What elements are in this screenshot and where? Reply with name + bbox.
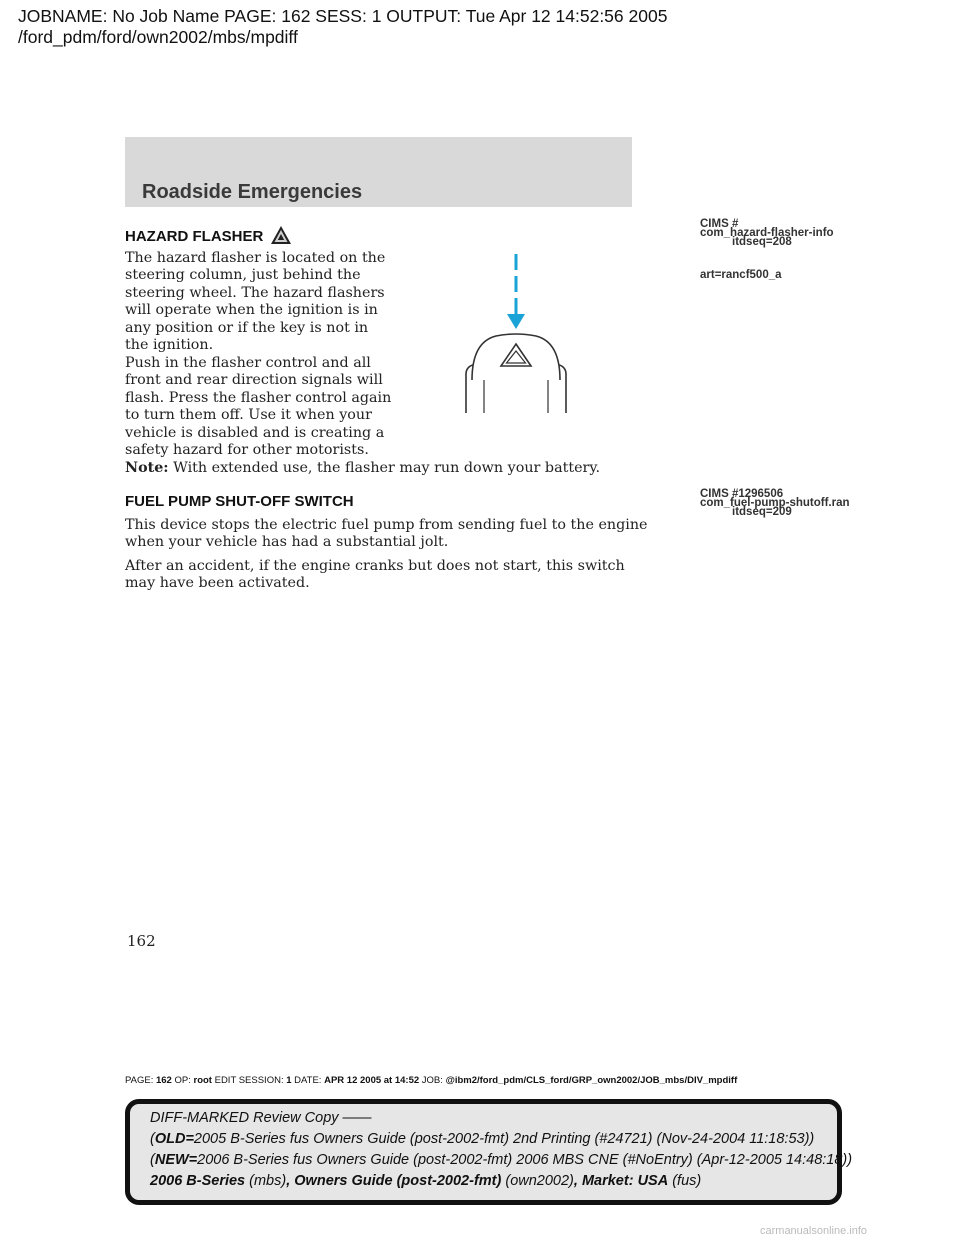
cims-tag-hazard xyxy=(700,220,834,247)
text-line: Push in the flasher control and all xyxy=(125,355,371,371)
hazard-heading xyxy=(125,225,292,245)
hazard-heading-text: HAZARD FLASHER xyxy=(125,228,264,245)
cims-line: CIMS #1296506 xyxy=(700,488,784,500)
text-line: The hazard flasher is located on the xyxy=(125,250,386,266)
text-line: when your vehicle has had a substantial jolt. xyxy=(125,534,449,551)
fuel-heading: FUEL PUMP SHUT-OFF SWITCH xyxy=(125,493,354,510)
footer-value: @ibm2/ford_pdm/CLS_ford/GRP_own2002/JOB_mbs/DIV_mpdiff xyxy=(445,1075,738,1086)
text-line: flash. Press the flasher control again xyxy=(125,389,392,406)
cims-line: com_hazard-flasher-info xyxy=(700,227,834,239)
section-banner xyxy=(125,137,632,207)
footer-label: DATE: xyxy=(294,1075,322,1086)
hazard-note xyxy=(125,460,600,477)
hazard-triangle-icon xyxy=(270,225,292,245)
cims-line: itdseq=209 xyxy=(732,506,792,518)
cims-line: com_fuel-pump-shutoff.ran xyxy=(700,497,850,509)
text-line: This device stops the electric fuel pump from sending fuel to the engine xyxy=(125,517,648,533)
old-label: OLD= xyxy=(154,1131,194,1147)
review-old: (OLD=2005 B-Series fus Owners Guide (post-2002-fmt) 2nd Printing (#24721) (Nov-24-2004 11:18:53)) xyxy=(150,1131,815,1147)
hazard-paragraph-2 xyxy=(125,355,405,459)
cims-line: itdseq=208 xyxy=(732,236,792,248)
summary-part: (fus) xyxy=(668,1173,702,1189)
summary-part: 2006 B-Series xyxy=(150,1173,246,1189)
note-label: Note: xyxy=(125,460,169,476)
footer-label: EDIT SESSION: xyxy=(214,1075,284,1086)
pointer-arrow xyxy=(507,254,525,329)
text-line: After an accident, if the engine cranks but does not start, this switch xyxy=(125,558,625,574)
new-label: NEW= xyxy=(154,1152,198,1168)
text-line: to turn them off. Use it when your xyxy=(125,407,372,424)
footer-value: APR 12 2005 at 14:52 xyxy=(324,1075,420,1086)
footer-value: 162 xyxy=(155,1075,172,1086)
text-line: safety hazard for other motorists. xyxy=(125,442,369,459)
footer-label: OP: xyxy=(174,1075,191,1086)
text-line: front and rear direction signals will xyxy=(125,372,383,389)
section-title: Roadside Emergencies xyxy=(142,181,363,203)
text-line: steering column, just behind the xyxy=(125,267,361,284)
watermark: carmanualsonline.info xyxy=(760,1225,868,1237)
hazard-flasher-illustration xyxy=(460,250,580,415)
footer-label: JOB: xyxy=(421,1075,443,1086)
text-line: the ignition. xyxy=(125,337,214,354)
summary-part: , Market: xyxy=(573,1173,638,1189)
footer-value: root xyxy=(193,1075,212,1086)
job-header xyxy=(18,6,667,48)
note-text: With extended use, the flasher may run down your battery. xyxy=(173,460,601,476)
review-copy-box xyxy=(125,1099,853,1205)
review-new: (NEW=2006 B-Series fus Owners Guide (post-2002-fmt) 2006 MBS CNE (#NoEntry) (Apr-12-2005 14:48:18)) xyxy=(150,1152,853,1168)
footer-label: PAGE: xyxy=(125,1075,154,1086)
old-text: 2005 B-Series fus Owners Guide (post-2002-fmt) 2nd Printing (#24721) (Nov-24-2004 11:18:53)) xyxy=(193,1131,815,1147)
summary-part: (mbs) xyxy=(245,1173,287,1189)
new-text: 2006 B-Series fus Owners Guide (post-2002-fmt) 2006 MBS CNE (#NoEntry) (Apr-12-2005 14:48:18)) xyxy=(197,1152,853,1168)
text-line: may have been activated. xyxy=(125,575,310,592)
summary-part: USA xyxy=(637,1173,669,1189)
footer-value: 1 xyxy=(286,1075,292,1086)
hazard-paragraph-1 xyxy=(125,250,405,354)
job-header-line1: JOBNAME: No Job Name PAGE: 162 SESS: 1 OUTPUT: Tue Apr 12 14:52:56 2005 xyxy=(18,6,668,26)
review-title: DIFF-MARKED Review Copy —— xyxy=(150,1110,372,1126)
text-line: vehicle is disabled and is creating a xyxy=(125,424,385,441)
fuel-paragraph-1 xyxy=(125,517,648,552)
fuel-paragraph-2 xyxy=(125,558,625,593)
text-line: any position or if the key is not in xyxy=(125,319,369,336)
text-line: steering wheel. The hazard flashers xyxy=(125,284,385,301)
hazard-flasher-button-icon xyxy=(466,334,566,413)
art-tag: art=rancf500_a xyxy=(700,269,782,281)
footer-meta xyxy=(125,1075,737,1086)
cims-tag-fuel xyxy=(700,490,850,517)
page-number: 162 xyxy=(127,932,156,950)
review-summary xyxy=(150,1173,701,1189)
text-line: will operate when the ignition is in xyxy=(125,302,378,319)
summary-part: (own2002) xyxy=(501,1173,574,1189)
summary-part: , Owners Guide (post-2002-fmt) xyxy=(286,1173,502,1189)
cims-line: CIMS # xyxy=(700,218,739,230)
job-header-line2: /ford_pdm/ford/own2002/mbs/mpdiff xyxy=(18,27,298,47)
